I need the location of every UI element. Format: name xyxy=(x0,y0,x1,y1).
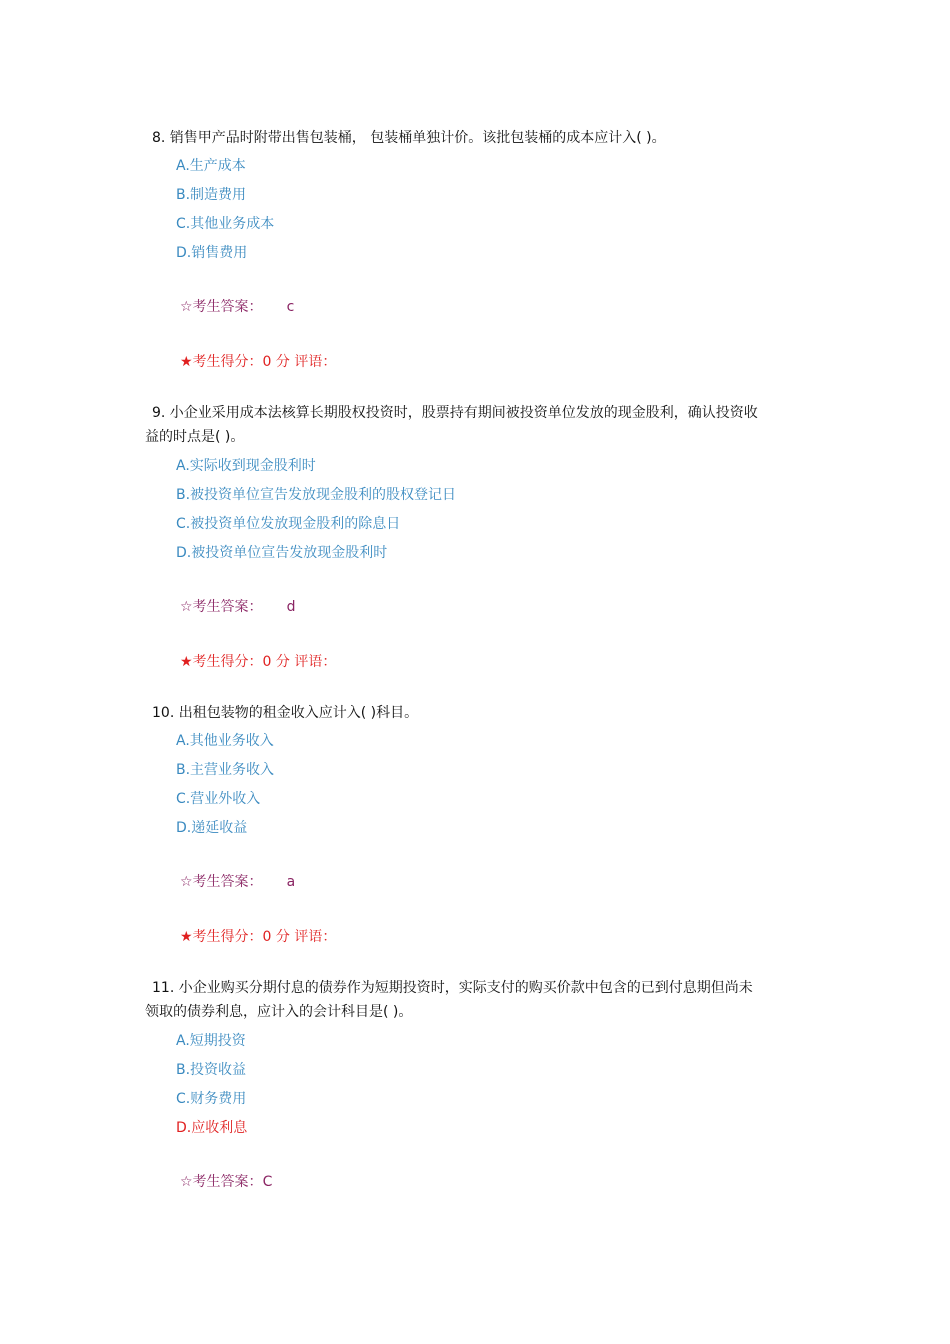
answer-label: ☆考生答案： xyxy=(180,599,263,615)
question-10-option-c: C.营业外收入 xyxy=(176,791,261,807)
question-9-text: 9. 小企业采用成本法核算长期股权投资时，股票持有期间被投资单位发放的现金股利，确认投资收 xyxy=(152,405,758,421)
question-10-option-b: B.主营业务收入 xyxy=(176,762,275,778)
question-8-option-b: B.制造费用 xyxy=(176,187,247,203)
question-10-score: ★考生得分：0 分 评语： xyxy=(180,929,337,945)
question-11-option-b: B.投资收益 xyxy=(176,1062,247,1078)
question-9-text-cont: 益的时点是( )。 xyxy=(145,429,245,445)
question-11-option-d: D.应收利息 xyxy=(176,1120,248,1136)
question-8-option-d: D.销售费用 xyxy=(176,245,248,261)
answer-value: d xyxy=(286,599,296,615)
question-10-option-d: D.递延收益 xyxy=(176,820,248,836)
question-11-option-c: C.财务费用 xyxy=(176,1091,247,1107)
question-8-text: 8. 销售甲产品时附带出售包装桶， 包装桶单独计价。该批包装桶的成本应计入( )。 xyxy=(152,130,666,146)
question-10-answer xyxy=(180,872,295,892)
question-11-text: 11. 小企业购买分期付息的债券作为短期投资时，实际支付的购买价款中包含的已到付息期但尚未 xyxy=(152,980,753,996)
question-9-option-a: A.实际收到现金股利时 xyxy=(176,458,316,474)
question-8-option-a: A.生产成本 xyxy=(176,158,246,174)
answer-label: ☆考生答案： xyxy=(180,1174,263,1190)
question-9-option-b: B.被投资单位宣告发放现金股利的股权登记日 xyxy=(176,487,457,503)
question-9-answer xyxy=(180,597,295,617)
question-11-answer xyxy=(180,1172,272,1192)
question-10-option-a: A.其他业务收入 xyxy=(176,733,274,749)
question-8-option-c: C.其他业务成本 xyxy=(176,216,275,232)
question-8-answer xyxy=(180,297,294,317)
question-11-text-cont: 领取的债券利息，应计入的会计科目是( )。 xyxy=(145,1004,413,1020)
question-9-option-d: D.被投资单位宣告发放现金股利时 xyxy=(176,545,388,561)
answer-value: a xyxy=(286,874,296,890)
question-9-option-c: C.被投资单位发放现金股利的除息日 xyxy=(176,516,401,532)
question-9-score: ★考生得分：0 分 评语： xyxy=(180,654,337,670)
answer-label: ☆考生答案： xyxy=(180,874,263,890)
question-8-score: ★考生得分：0 分 评语： xyxy=(180,354,337,370)
answer-value: c xyxy=(286,299,295,315)
question-11-option-a: A.短期投资 xyxy=(176,1033,246,1049)
answer-label: ☆考生答案： xyxy=(180,299,263,315)
question-10-text: 10. 出租包装物的租金收入应计入( )科目。 xyxy=(152,705,419,721)
answer-value: C xyxy=(262,1174,273,1190)
